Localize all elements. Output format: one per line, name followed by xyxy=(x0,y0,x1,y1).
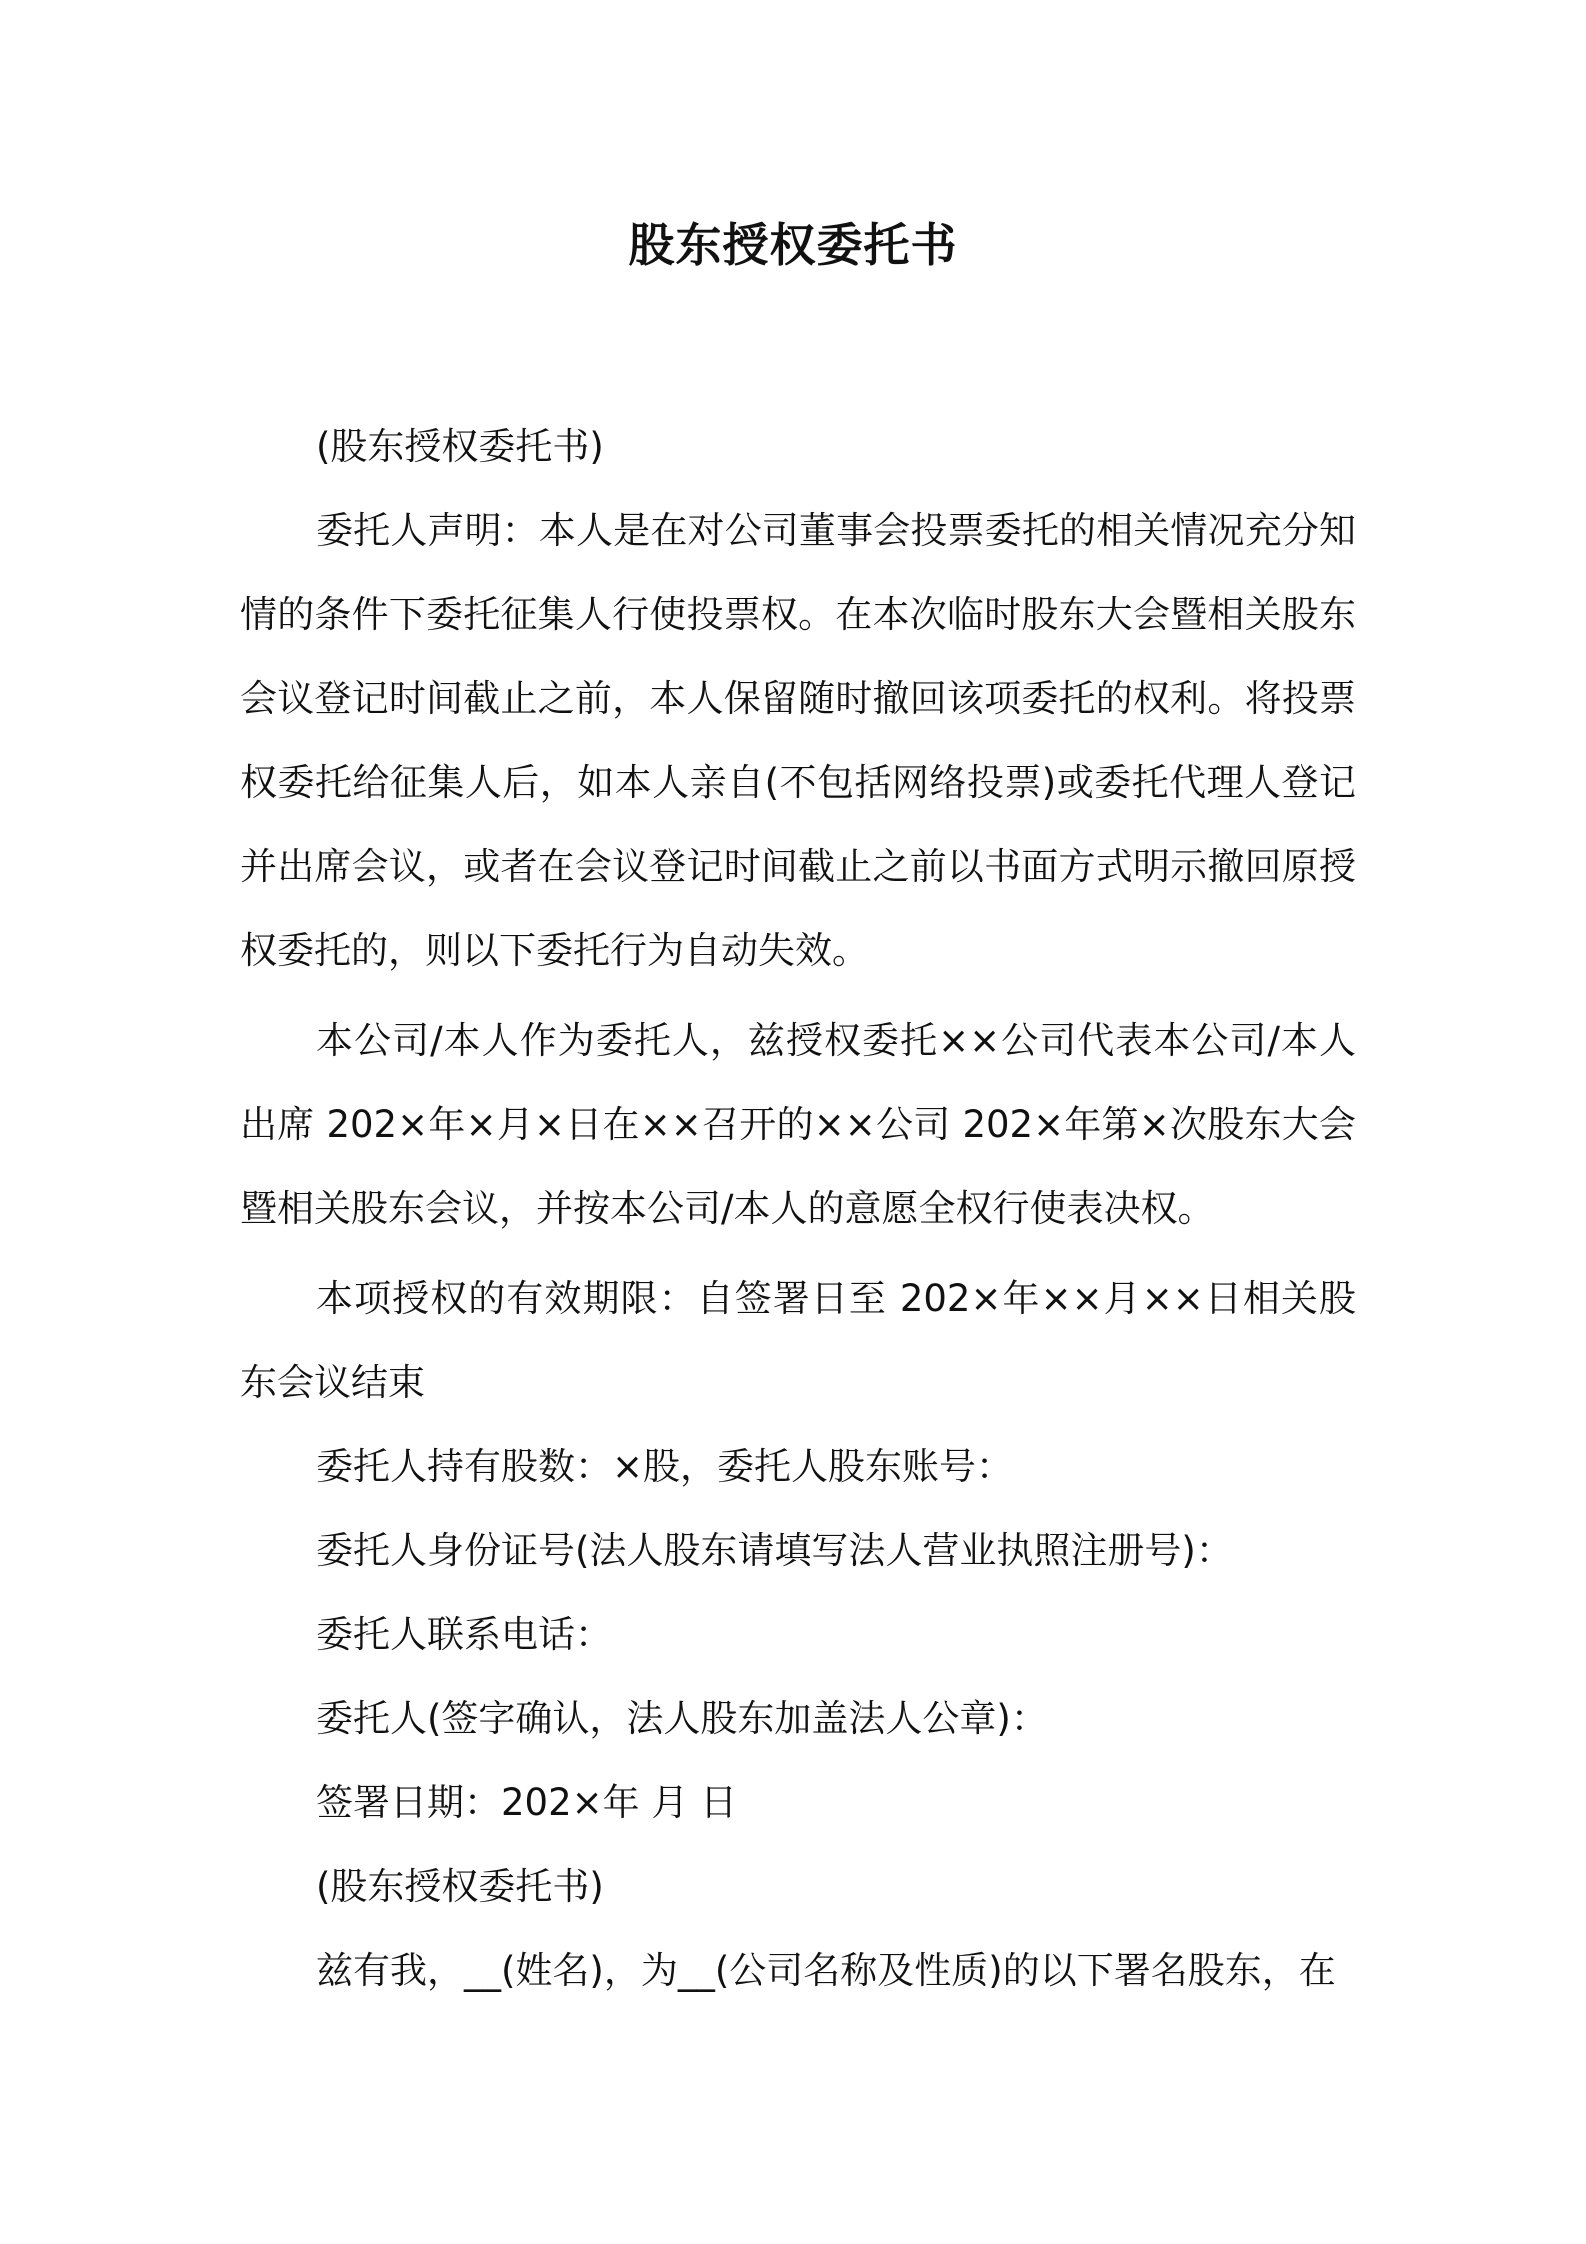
paragraph-opening: 兹有我，__(姓名)，为__(公司名称及性质)的以下署名股东，在 xyxy=(316,1949,1336,1992)
paragraph-declaration: 委托人声明：本人是在对公司董事会投票委托的相关情况充分知情的条件下委托征集人行使投票权。在本次临时股东大会暨相关股东会议登记时间截止之前，本人保留随时撤回该项委托的权利。将投票权委托给征集人后，如本人亲自(不包括网络投票)或委托代理人登记并出席会议，或者在会议登记时间截止之前以书面方式明示撤回原授权委托的，则以下委托行为自动失效。 xyxy=(240,509,1356,972)
paragraph-validity: 本项授权的有效期限：自签署日至 202×年××月××日相关股东会议结束 xyxy=(240,1277,1356,1404)
field-shares: 委托人持有股数：×股，委托人股东账号： xyxy=(316,1445,1014,1488)
field-signature: 委托人(签字确认，法人股东加盖法人公章)： xyxy=(316,1697,1048,1740)
field-phone: 委托人联系电话： xyxy=(316,1613,612,1656)
paragraph-authorization: 本公司/本人作为委托人，兹授权委托××公司代表本公司/本人出席 202×年×月×日在××召开的××公司 202×年第×次股东大会暨相关股东会议，并按本公司/本人的意愿全权行使表决权。 xyxy=(240,1019,1356,1230)
paragraph-subtitle-2: (股东授权委托书) xyxy=(316,1865,604,1908)
field-id-number: 委托人身份证号(法人股东请填写法人营业执照注册号)： xyxy=(316,1529,1233,1572)
paragraph-subtitle: (股东授权委托书) xyxy=(316,425,604,468)
field-sign-date: 签署日期：202×年 月 日 xyxy=(316,1781,738,1824)
document-title: 股东授权委托书 xyxy=(628,218,958,272)
document-body xyxy=(240,405,1356,2013)
